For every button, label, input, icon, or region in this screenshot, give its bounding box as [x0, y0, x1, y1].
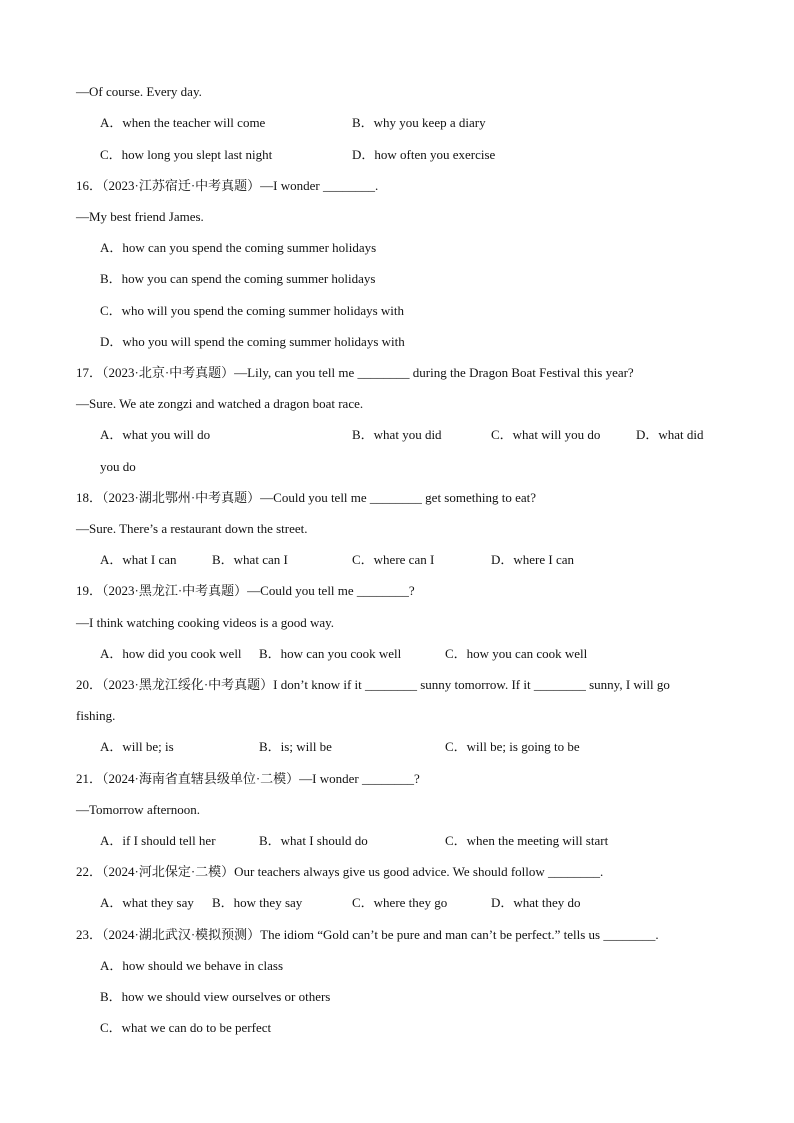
option-c: C．what we can do to be perfect — [100, 1020, 272, 1035]
option-a: A．will be; is — [100, 739, 174, 754]
option-c: C．who will you spend the coming summer holidays with — [100, 303, 405, 318]
question-20: 20．（2023·黑龙江绥化·中考真题）I don’t know if it ________ sunny tomorrow. If it ________ sunny, I will go — [76, 677, 670, 692]
option-b: B．how can you cook well — [259, 646, 402, 661]
option-d-continued: you do — [100, 459, 136, 474]
question-17: 17．（2023·北京·中考真题）—Lily, can you tell me ________ during the Dragon Boat Festival this year? — [76, 365, 634, 380]
option-b: B．what I should do — [259, 833, 368, 848]
option-d: D．what they do — [491, 895, 581, 910]
answer-line: —I think watching cooking videos is a good way. — [76, 615, 335, 630]
question-16: 16．（2023·江苏宿迁·中考真题）—I wonder ________. — [76, 178, 379, 193]
option-a: A．if I should tell her — [100, 833, 216, 848]
question-22: 22．（2024·河北保定·二模）Our teachers always give us good advice. We should follow ________. — [76, 864, 604, 879]
question-19: 19．（2023·黑龙江·中考真题）—Could you tell me ________? — [76, 583, 415, 598]
option-b: B．how they say — [212, 895, 303, 910]
option-a: A．when the teacher will come — [100, 115, 266, 130]
option-a: A．what I can — [100, 552, 177, 567]
question-23: 23．（2024·湖北武汉·模拟预测）The idiom “Gold can’t be pure and man can’t be perfect.” tells us ________. — [76, 927, 659, 942]
option-c: C．where they go — [352, 895, 448, 910]
option-d: D．who you will spend the coming summer holidays with — [100, 334, 405, 349]
option-c: C．will be; is going to be — [445, 739, 580, 754]
option-b: B．what can I — [212, 552, 288, 567]
option-d: D．how often you exercise — [352, 147, 496, 162]
option-c: C．how you can cook well — [445, 646, 588, 661]
option-a: A．how did you cook well — [100, 646, 242, 661]
answer-line: —Tomorrow afternoon. — [76, 802, 201, 817]
question-18: 18．（2023·湖北鄂州·中考真题）—Could you tell me ________ get something to eat? — [76, 490, 537, 505]
option-d: D．where I can — [491, 552, 575, 567]
option-a: A．what you will do — [100, 427, 211, 442]
option-b: B．why you keep a diary — [352, 115, 486, 130]
option-b: B．how we should view ourselves or others — [100, 989, 331, 1004]
option-a: A．what they say — [100, 895, 194, 910]
option-d: D．what did — [636, 427, 704, 442]
option-a: A．how should we behave in class — [100, 958, 284, 973]
answer-line: —Sure. We ate zongzi and watched a dragon boat race. — [76, 396, 364, 411]
option-b: B．how you can spend the coming summer holidays — [100, 271, 376, 286]
option-b: B．is; will be — [259, 739, 332, 754]
option-c: C．when the meeting will start — [445, 833, 609, 848]
option-c: C．what will you do — [491, 427, 601, 442]
option-c: C．how long you slept last night — [100, 147, 273, 162]
answer-line: —Of course. Every day. — [76, 84, 202, 99]
option-c: C．where can I — [352, 552, 435, 567]
question-20-continued: fishing. — [76, 708, 116, 723]
answer-line: —My best friend James. — [76, 209, 204, 224]
question-21: 21．（2024·海南省直辖县级单位·二模）—I wonder ________? — [76, 771, 420, 786]
option-b: B．what you did — [352, 427, 442, 442]
answer-line: —Sure. There’s a restaurant down the street. — [76, 521, 308, 536]
option-a: A．how can you spend the coming summer holidays — [100, 240, 377, 255]
